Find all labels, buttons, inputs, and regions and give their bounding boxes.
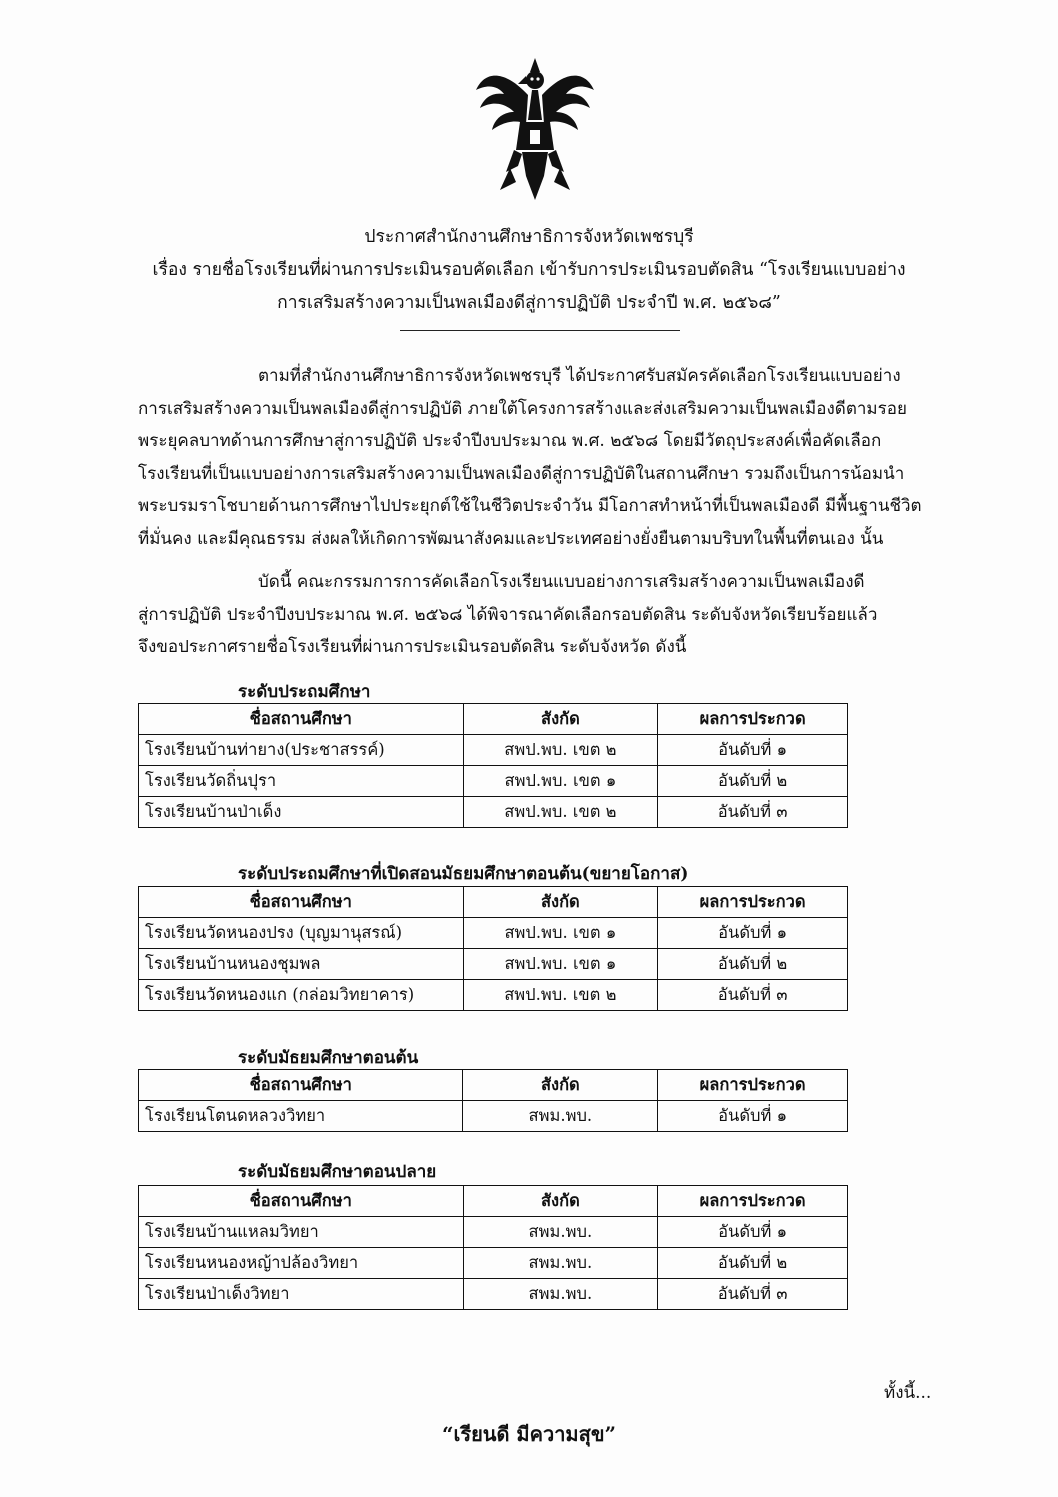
- paragraph-line: จึงขอประกาศรายชื่อโรงเรียนที่ผ่านการประเมินรอบตัดสิน ระดับจังหวัด ดังนี้: [138, 637, 687, 657]
- motto-text: “เรียนดี มีความสุข”: [441, 1422, 616, 1446]
- school-affiliation: สพม.พบ.: [463, 1248, 658, 1279]
- announcement-subject-cont: การเสริมสร้างความเป็นพลเมืองดีสู่การปฏิบัติ ประจำปี พ.ศ. ๒๕๖๘”: [277, 293, 781, 313]
- school-result: อันดับที่ ๑: [658, 918, 848, 949]
- section-title-extended: ระดับประถมศึกษาที่เปิดสอนมัธยมศึกษาตอนต้น(ขยายโอกาส): [238, 864, 689, 884]
- table-header-row: [139, 704, 848, 735]
- school-result: อันดับที่ ๒: [658, 1248, 848, 1279]
- school-name: โรงเรียนบ้านป่าเด็ง: [139, 797, 464, 828]
- school-result: อันดับที่ ๓: [658, 797, 848, 828]
- paragraph-line: ที่มั่นคง และมีคุณธรรม ส่งผลให้เกิดการพัฒนาสังคมและประเทศอย่างยั่งยืนตามบริบทในพื้นที่ตนเอง นั้น: [138, 528, 884, 549]
- table-row: [139, 1279, 848, 1310]
- header-divider: [400, 330, 680, 331]
- table-header-row: [139, 887, 848, 918]
- school-result: อันดับที่ ๓: [658, 1279, 848, 1310]
- results-table-upper-secondary: [138, 1185, 848, 1310]
- announcement-title: ประกาศสำนักงานศึกษาธิการจังหวัดเพชรบุรี: [364, 227, 694, 247]
- school-affiliation: สพม.พบ.: [463, 1279, 658, 1310]
- column-header-result: ผลการประกวด: [658, 1070, 848, 1101]
- column-header-name: ชื่อสถานศึกษา: [139, 887, 464, 918]
- school-name: โรงเรียนโตนดหลวงวิทยา: [139, 1101, 463, 1132]
- paragraph-line: พระบรมราโชบายด้านการศึกษาไปประยุกต์ใช้ในชีวิตประจำวัน มีโอกาสทำหน้าที่เป็นพลเมืองดี มีพื้นฐานชีวิต: [138, 496, 922, 516]
- paragraph-line: พระยุคลบาทด้านการศึกษาสู่การปฏิบัติ ประจำปีงบประมาณ พ.ศ. ๒๕๖๘ โดยมีวัตถุประสงค์เพื่อคัดเลือก: [138, 431, 882, 451]
- result-paragraph: [138, 566, 938, 664]
- school-affiliation: สพป.พบ. เขต ๒: [463, 797, 658, 828]
- column-header-result: ผลการประกวด: [658, 1186, 848, 1217]
- school-name: โรงเรียนป่าเด็งวิทยา: [139, 1279, 464, 1310]
- paragraph-line: โรงเรียนที่เป็นแบบอย่างการเสริมสร้างความเป็นพลเมืองดีสู่การปฏิบัติในสถานศึกษา รวมถึงเป็นการน้อมนำ: [138, 463, 905, 484]
- school-name: โรงเรียนบ้านท่ายาง(ประชาสรรค์): [139, 735, 464, 766]
- intro-paragraph: [138, 360, 938, 555]
- school-name: โรงเรียนบ้านหนองชุมพล: [139, 949, 464, 980]
- school-affiliation: สพป.พบ. เขต ๒: [463, 980, 658, 1011]
- school-name: โรงเรียนหนองหญ้าปล้องวิทยา: [139, 1248, 464, 1279]
- table-row: [139, 797, 848, 828]
- school-name: โรงเรียนบ้านแหลมวิทยา: [139, 1217, 464, 1248]
- announcement-subject: เรื่อง รายชื่อโรงเรียนที่ผ่านการประเมินรอบคัดเลือก เข้ารับการประเมินรอบตัดสิน “โรงเรียนแบบอย่าง: [152, 260, 906, 280]
- column-header-affiliation: สังกัด: [463, 887, 658, 918]
- paragraph-line: สู่การปฏิบัติ ประจำปีงบประมาณ พ.ศ. ๒๕๖๘ ได้พิจารณาคัดเลือกรอบตัดสิน ระดับจังหวัดเรียบร้อยแล้ว: [138, 604, 878, 625]
- school-affiliation: สพป.พบ. เขต ๑: [463, 949, 658, 980]
- column-header-affiliation: สังกัด: [463, 1070, 658, 1101]
- section-title-primary: ระดับประถมศึกษา: [238, 682, 371, 702]
- school-result: อันดับที่ ๑: [658, 1217, 848, 1248]
- column-header-name: ชื่อสถานศึกษา: [139, 704, 464, 735]
- paragraph-line: การเสริมสร้างความเป็นพลเมืองดีสู่การปฏิบัติ ภายใต้โครงการสร้างและส่งเสริมความเป็นพลเมืองดีตามรอย: [138, 398, 907, 419]
- school-result: อันดับที่ ๑: [658, 735, 848, 766]
- school-affiliation: สพป.พบ. เขต ๑: [463, 766, 658, 797]
- table-row: [139, 1248, 848, 1279]
- table-row: [139, 980, 848, 1011]
- table-header-row: [139, 1070, 848, 1101]
- column-header-name: ชื่อสถานศึกษา: [139, 1186, 464, 1217]
- column-header-result: ผลการประกวด: [658, 704, 848, 735]
- table-row: [139, 1217, 848, 1248]
- table-row: [139, 918, 848, 949]
- school-name: โรงเรียนวัดหนองปรง (บุญมานุสรณ์): [139, 918, 464, 949]
- school-result: อันดับที่ ๓: [658, 980, 848, 1011]
- garuda-emblem-icon: [470, 50, 600, 210]
- school-affiliation: สพป.พบ. เขต ๑: [463, 918, 658, 949]
- results-table-lower-secondary: [138, 1069, 848, 1132]
- column-header-name: ชื่อสถานศึกษา: [139, 1070, 463, 1101]
- paragraph-line: ตามที่สำนักงานศึกษาธิการจังหวัดเพชรบุรี ได้ประกาศรับสมัครคัดเลือกโรงเรียนแบบอย่าง: [258, 366, 901, 386]
- school-name: โรงเรียนวัดหนองแก (กล่อมวิทยาคาร): [139, 980, 464, 1011]
- table-row: [139, 1101, 848, 1132]
- school-result: อันดับที่ ๑: [658, 1101, 848, 1132]
- school-affiliation: สพป.พบ. เขต ๒: [463, 735, 658, 766]
- results-table-extended: [138, 886, 848, 1011]
- table-row: [139, 735, 848, 766]
- school-result: อันดับที่ ๒: [658, 949, 848, 980]
- paragraph-line: บัดนี้ คณะกรรมการการคัดเลือกโรงเรียนแบบอย่างการเสริมสร้างความเป็นพลเมืองดี: [258, 572, 865, 592]
- table-header-row: [139, 1186, 848, 1217]
- table-row: [139, 949, 848, 980]
- results-table-primary: [138, 703, 848, 828]
- section-title-lower-secondary: ระดับมัธยมศึกษาตอนต้น: [238, 1048, 419, 1068]
- column-header-result: ผลการประกวด: [658, 887, 848, 918]
- section-title-upper-secondary: ระดับมัธยมศึกษาตอนปลาย: [238, 1162, 437, 1182]
- column-header-affiliation: สังกัด: [463, 704, 658, 735]
- school-name: โรงเรียนวัดถิ่นปุรา: [139, 766, 464, 797]
- school-affiliation: สพม.พบ.: [463, 1101, 658, 1132]
- continuation-text: ทั้งนี้...: [884, 1383, 932, 1403]
- table-row: [139, 766, 848, 797]
- school-result: อันดับที่ ๒: [658, 766, 848, 797]
- column-header-affiliation: สังกัด: [463, 1186, 658, 1217]
- school-affiliation: สพม.พบ.: [463, 1217, 658, 1248]
